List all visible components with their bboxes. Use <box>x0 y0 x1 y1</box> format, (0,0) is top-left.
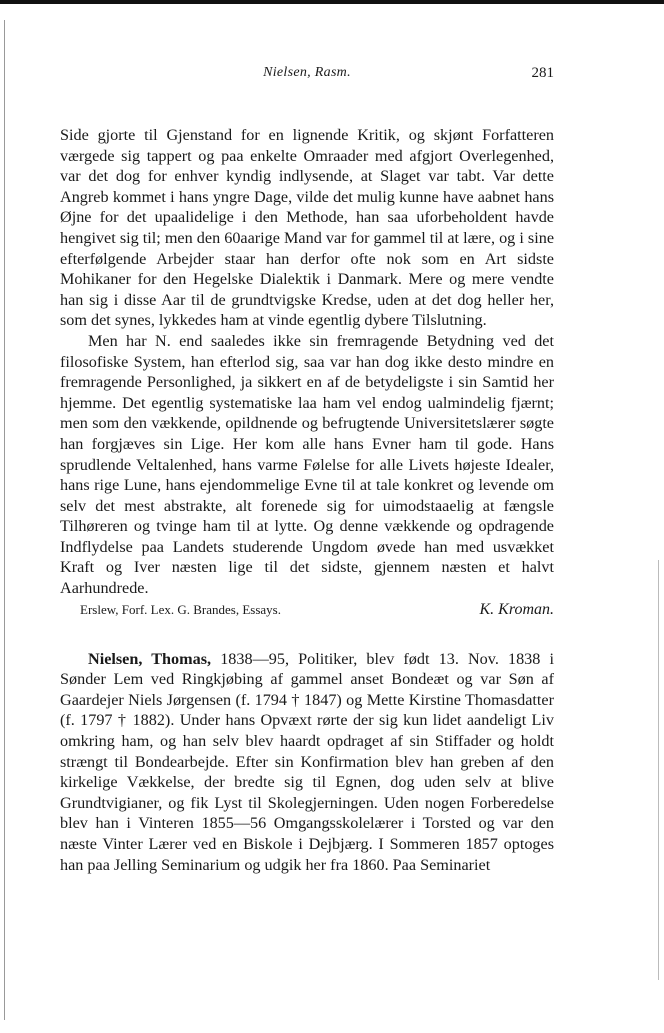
author-signature: K. Kroman. <box>479 600 554 618</box>
left-scan-edge <box>4 20 5 1020</box>
entry-text: 1838—95, Politiker, blev født 13. Nov. 1838 i Sønder Lem ved Ringkjøbing af gammel anset Bondeæt og var Søn af Gaardejer Niels Jørgensen (f. 1794 † 1847) og Mette Kirstine Thomasdatter (f. 1797 † 1882). Under hans Opvæxt rørte der sig kun lidet aandeligt Liv omkring ham, og han selv blev haardt opdraget af sin Stiffader og holdt strængt til Bondearbejde. Efter sin Konfirmation blev han greben af den kirkelige Vækkelse, der bredte sig til Egnen, dog uden selv at blive Grundtvigianer, og fik Lyst til Skolegjerningen. Uden nogen Forberedelse blev han i Vinteren 1855—56 Omgangsskolelærer i Torsted og var den næste Vinter Lærer ved en Biskole i Dejbjærg. I Sommeren 1857 optoges han paa Jelling Seminarium og udgik her fra 1860. Paa Seminariet <box>60 649 555 874</box>
article-paragraph-1: Side gjorte til Gjenstand for en lignende Kritik, og skjønt Forfatteren værgede sig tappert og paa enkelte Omraader med afgjort Overlegenhed, var det dog for enhver kyndig indlysende, at Slaget var tabt. Var dette Angreb kommet i hans yngre Dage, vilde det mulig kunne have aabnet hans Øjne for det upaalidelige i den Methode, han saa uforbeholdent havde hengivet sig til; men den 60aarige Mand var for gammel til at lære, og i sine efterfølgende Arbejder staar han derfor ofte nok som en Art sidste Mohikaner for den Hegelske Dialektik i Danmark. Mere og mere vendte han sig i disse Aar til de grundtvigske Kredse, uden at det dog heller her, som det synes, lykkedes ham at vinde egentlig dybere Tilslutning. <box>60 126 554 330</box>
article-paragraph-2: Men har N. end saaledes ikke sin fremragende Betydning ved det filosofiske System, han efterlod sig, saa var han dog ikke desto mindre en fremragende Personlighed, ja sikkert en af de betydeligste i sin Samtid her hjemme. Det egentlig systematiske laa ham vel endog ualmindelig fjærnt; men som den vækkende, opildnende og befrugtende Universitetslærer søgte han forgjæves sin Lige. Her kom alle hans Evner ham til gode. Hans sprudlende Veltalenhed, hans varme Følelse for alle Livets højeste Idealer, hans rige Lune, hans ejendommelige Evne til at tale konkret og levende om selv det mest abstrakte, alt forenede sig for uimodstaaelig at fængsle Tilhøreren og tvinge ham til at lytte. Og denne vækkende og opdragende Indflydelse paa Landets studerende Ungdom øvede han med usvækket Kraft og Iver næsten lige til det sidste, gjennem næsten et halvt Aarhundrede. <box>60 331 554 598</box>
entry-separator <box>60 620 554 649</box>
page-header <box>60 65 554 89</box>
page-number: 281 <box>531 65 554 81</box>
entry-paragraph <box>60 649 554 876</box>
page-body <box>60 125 554 875</box>
entry-headword: Nielsen, Thomas, <box>88 649 212 668</box>
running-head: Nielsen, Rasm. <box>263 65 351 80</box>
top-scan-border <box>0 0 664 4</box>
right-scan-edge <box>658 560 659 980</box>
sources-line: Erslew, Forf. Lex. G. Brandes, Essays. <box>80 601 281 617</box>
article-footer <box>60 600 554 620</box>
